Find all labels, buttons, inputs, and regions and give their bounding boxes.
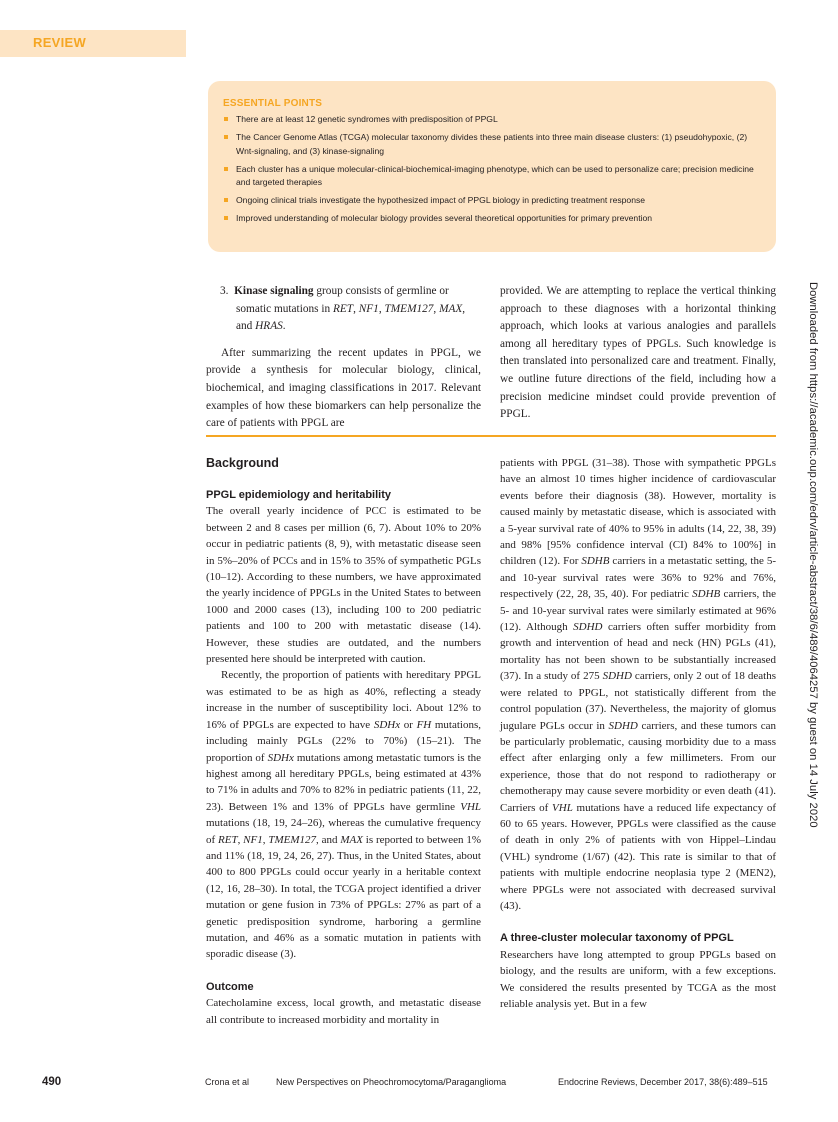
list-item-text: There are at least 12 genetic syndromes with predisposition of PPGL — [236, 114, 498, 124]
footer-journal: Endocrine Reviews, December 2017, 38(6):489–515 — [558, 1077, 768, 1087]
background-heading: Background — [206, 456, 279, 470]
list-item-text: The Cancer Genome Atlas (TCGA) molecular taxonomy divides these patients into three main disease clusters: (1) pseudohypoxic, (2) Wnt-signaling, and (3) kinase-signaling — [236, 132, 748, 156]
epidemiology-heading: PPGL epidemiology and heritability — [206, 489, 391, 501]
kinase-heading: Kinase signaling — [234, 285, 314, 297]
footer-title: New Perspectives on Pheochromocytoma/Paraganglioma — [276, 1077, 507, 1087]
background-left-column — [206, 455, 481, 1028]
footer-authors: Crona et al — [205, 1077, 250, 1087]
essential-points-list — [223, 113, 762, 226]
list-item — [223, 194, 762, 208]
epidemiology-paragraph-1: The overall yearly incidence of PCC is estimated to be between 2 and 8 cases per million (6, 7). About 10% to 20% occur in pediatric patients (8, 9), with metastatic disease seen in 5%–20% of PCCs and in 15% to 35% of sympathetic PGLs (10–12). According to these numbers, we have approximated the yearly incidence of PPGLs in the United States to between 1000 and 2000 cases (13), including 100 to 200 pediatric patients and 100 to 200 with metastatic disease (14). However, these studies are outdated, and the numbers presented here should be interpreted with caution. — [206, 505, 481, 666]
summary-paragraph: After summarizing the recent updates in PPGL, we provide a synthesis for molecular biology, clinical, biochemical, and imaging classifications in 2017. Relevant examples of how these biomarkers can help personalize the care of patients with PPGL are — [206, 346, 481, 430]
bullet-icon — [224, 216, 228, 220]
epidemiology-paragraph-2: Recently, the proportion of patients with hereditary PPGL was estimated to be as high as 40%, reflecting a steady increase in the number of susceptibility loci. About 12% to 16% of PPGLs are expected to have SDHx or FH mutations, including mainly PGLs (22% to 70%) (15–21). The proportion of SDHx mutations among metastatic tumors is the highest among all hereditary PPGLs, being estimated at 43% to 71% in adults and 70% to 82% in pediatric patients (11, 22, 23). Between 1% and 13% of PPGLs have germline VHL mutations (18, 19, 24–26), whereas the cumulative frequency of RET, NF1, TMEM127, and MAX is reported to between 1% and 11% (18, 19, 24, 26, 27). Thus, in the United States, about 400 to 800 PPGLs could occur yearly in a heritable context (12, 16, 28–30). In total, the TCGA project identified a driver mutation or gene fusion in 73% of PPGLs: 27% as part of a genetic predisposition syndrome, harboring a germline mutation, and 46% as a somatic mutation in patients with sporadic disease (3). — [206, 669, 482, 961]
section-label: REVIEW — [33, 35, 87, 50]
bullet-icon — [224, 135, 228, 139]
intro-right-paragraph: provided. We are attempting to replace the vertical thinking approach to these diagnoses with a horizontal thinking approach, which looks at various analogies and parallels among all hereditary types of PPGLs. Such knowledge is then translated into personalized care and treatment. Finally, we outline future directions of the field, including how a precision medicine mindset could provide prevention of PPGL. — [500, 285, 776, 421]
outcome-heading: Outcome — [206, 980, 254, 993]
download-note: Downloaded from https://academic.oup.com/edrv/article-abstract/38/6/489/4064257 by guest on 14 July 2020 — [807, 282, 819, 828]
section-divider — [206, 435, 776, 437]
list-item-text: Ongoing clinical trials investigate the hypothesized impact of PPGL biology in predicting treatment response — [236, 195, 646, 205]
bullet-icon — [224, 198, 228, 202]
list-item — [223, 131, 762, 158]
list-item-text: Improved understanding of molecular biology provides several theoretical opportunities for primary prevention — [236, 213, 653, 223]
page-number: 490 — [42, 1076, 62, 1088]
list-item — [223, 212, 762, 226]
survival-paragraph: patients with PPGL (31–38). Those with sympathetic PPGLs have an almost 10 times higher incidence of cardiovascular events before their diagnosis (38). However, mortality is caused mainly by metastatic disease, which is associated with a 5-year survival rate of 40% to 95% in adults (14, 22, 38, 39) and 98% [95% confidence interval (CI) 84% to 100%] in children (12). For SDHB carriers in a metastatic setting, the 5- and 10-year survival rates were 36% to 92% and 76%, respectively (22, 28, 35, 40). For pediatric SDHB carriers, the 5- and 10-year survival rates were similarly estimated at 96% (12). Although SDHD carriers often suffer morbidity from growth and intervention of head and neck (HN) PGLs (41), mortality has not been shown to be substantially increased (37). In a study of 275 SDHD carriers, only 2 out of 18 deaths were related to PPGL, not statistically different from the control population (37). Nevertheless, the majority of glomus jugulare PGLs occur in SDHD carriers, and these tumors can be particularly problematic, causing morbidity due to a mass effect after enlarging only a few millimeters. From our experience, those that do not respond to radiotherapy or chemotherapy may cause severe morbidity or even death (41). Carriers of VHL mutations have a reduced life expectancy of 60 to 65 years. However, PPGLs were classified as the cause of death in only 2% of patients with von Hippel–Lindau (VHL) syndrome (1/67) (42). This rate is similar to that of patients with multiple endocrine neoplasia type 2 (MEN2), where PPGLs were not associated with decreased survival (43). — [500, 457, 777, 912]
outcome-paragraph: Catecholamine excess, local growth, and metastatic disease all contribute to increased morbidity and mortality in — [206, 997, 481, 1026]
taxonomy-heading: A three-cluster molecular taxonomy of PPGL — [500, 932, 734, 945]
bullet-icon — [224, 117, 228, 121]
kinase-signaling-item: 3. Kinase signaling group consists of germline or somatic mutations in RET, NF1, TMEM127, MAX, and HRAS. — [220, 285, 466, 333]
essential-points-box — [208, 81, 776, 252]
intro-left-column — [206, 283, 481, 433]
list-item — [223, 113, 762, 127]
list-item-text: Each cluster has a unique molecular-clinical-biochemical-imaging phenotype, which can be used to personalize care; precision medicine and targeted therapies — [236, 163, 754, 187]
bullet-icon — [224, 167, 228, 171]
intro-right-column — [500, 283, 776, 424]
background-right-column — [500, 455, 776, 1012]
list-item — [223, 163, 762, 190]
review-band — [0, 30, 186, 57]
essential-points-title: ESSENTIAL POINTS — [223, 98, 323, 109]
taxonomy-paragraph: Researchers have long attempted to group PPGLs based on biology, and the results are uniform, with a few exceptions. We considered the results presented by TCGA as the most reliable analysis yet. But in a few — [500, 948, 776, 1010]
